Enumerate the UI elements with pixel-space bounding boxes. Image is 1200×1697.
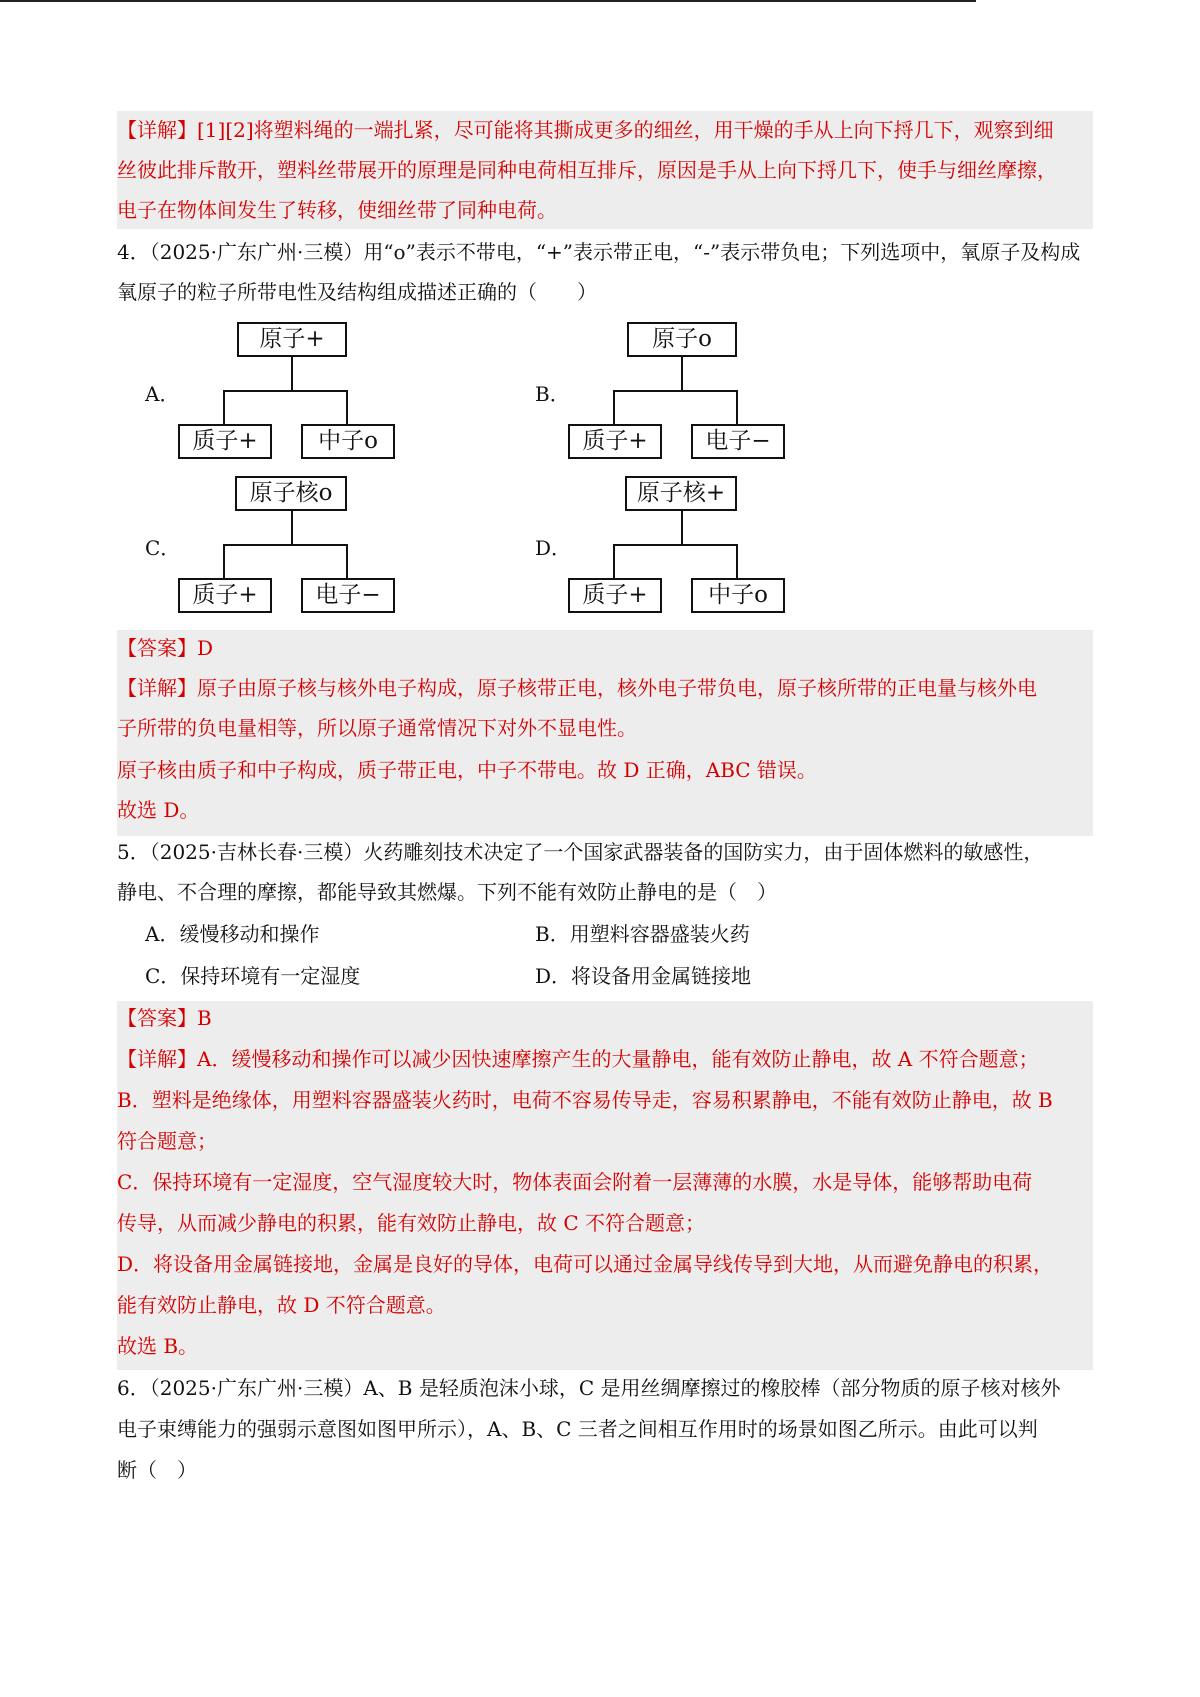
q4-option-d-right-box: 中子o [691, 578, 785, 613]
q4-option-d-right-leg [736, 544, 738, 578]
q4-option-c-right-leg [346, 544, 348, 578]
q4-option-c-left-leg [223, 544, 225, 578]
q4-option-c-right-box: 电子− [301, 578, 395, 613]
q4-option-a-bar [223, 390, 348, 392]
q3-detail-line-2: 丝彼此排斥散开，塑料丝带展开的原理是同种电荷相互排斥，原因是手从上向下捋几下，使手与细丝摩擦， [117, 158, 1057, 182]
q4-detail-line-2: 子所带的负电量相等，所以原子通常情况下对外不显电性。 [117, 716, 637, 740]
q4-option-c-label: C． [145, 536, 181, 560]
q4-stem-line-2: 氧原子的粒子所带电性及结构组成描述正确的（ ） [117, 280, 597, 304]
q5-stem-line-1: 5．（2025·吉林长春·三模）火药雕刻技术决定了一个国家武器装备的国防实力，由于固体燃料的敏感性， [117, 840, 1044, 864]
q4-option-b-label: B． [535, 382, 570, 406]
q5-option-a: A．缓慢移动和操作 [145, 922, 320, 946]
q4-option-d-stem [681, 511, 683, 545]
q4-option-b-right-leg [736, 390, 738, 424]
q4-option-a-stem [291, 357, 293, 391]
q4-option-c-top-box: 原子核o [235, 476, 347, 511]
q4-option-b-right-box: 电子− [691, 424, 785, 459]
q4-answer: 【答案】D [117, 636, 214, 660]
q4-option-a-left-leg [223, 390, 225, 424]
q5-option-b: B．用塑料容器盛装火药 [535, 922, 750, 946]
q4-option-d-label: D． [535, 536, 572, 560]
q4-option-d-left-leg [613, 544, 615, 578]
q4-option-d-left-box: 质子+ [568, 578, 662, 613]
q4-option-a-label: A． [145, 382, 180, 406]
q4-option-d-top-box: 原子核+ [625, 476, 737, 511]
q4-option-b-left-leg [613, 390, 615, 424]
q6-stem-line-1: 6．（2025·广东广州·三模）A、B 是轻质泡沫小球，C 是用丝绸摩擦过的橡胶棒（部分物质的原子核对核外 [117, 1376, 1061, 1400]
q5-detail-line-3: 符合题意； [117, 1129, 217, 1153]
q4-option-c-bar [223, 544, 348, 546]
q4-option-a-right-box: 中子o [301, 424, 395, 459]
q6-stem-line-3: 断（ ） [117, 1458, 197, 1482]
q4-option-b-bar [613, 390, 738, 392]
q4-detail-line-1: 【详解】原子由原子核与核外电子构成，原子核带正电，核外电子带负电，原子核所带的正电量与核外电 [117, 676, 1037, 700]
q5-answer: 【答案】B [117, 1006, 212, 1030]
q4-option-b-top-box: 原子o [627, 322, 737, 357]
q4-option-a-top-box: 原子+ [237, 322, 347, 357]
q5-option-d: D．将设备用金属链接地 [535, 964, 752, 988]
q5-stem-line-2: 静电、不合理的摩擦，都能导致其燃爆。下列不能有效防止静电的是（ ） [117, 880, 777, 904]
q5-detail-line-8: 故选 B。 [117, 1334, 199, 1358]
q4-option-d-bar [613, 544, 738, 546]
q3-detail-line-3: 电子在物体间发生了转移，使细丝带了同种电荷。 [117, 198, 557, 222]
q5-option-c: C．保持环境有一定湿度 [145, 964, 361, 988]
q5-detail-line-4: C．保持环境有一定湿度，空气湿度较大时，物体表面会附着一层薄薄的水膜，水是导体，能够帮助电荷 [117, 1170, 1033, 1194]
q4-detail-line-4: 故选 D。 [117, 798, 200, 822]
q4-option-b-stem [681, 357, 683, 391]
q4-detail-line-3: 原子核由质子和中子构成，质子带正电，中子不带电。故 D 正确，ABC 错误。 [117, 758, 817, 782]
q5-detail-line-6: D．将设备用金属链接地，金属是良好的导体，电荷可以通过金属导线传导到大地，从而避免静电的积累， [117, 1252, 1054, 1276]
q5-detail-line-5: 传导，从而减少静电的积累，能有效防止静电，故 C 不符合题意； [117, 1211, 706, 1235]
q4-option-c-stem [291, 511, 293, 545]
q4-stem-line-1: 4．（2025·广东广州·三模）用“o”表示不带电，“+”表示带正电，“-”表示带负电；下列选项中，氧原子及构成 [117, 240, 1081, 264]
q5-detail-line-1: 【详解】A．缓慢移动和操作可以减少因快速摩擦产生的大量静电，能有效防止静电，故 A 不符合题意； [117, 1047, 1039, 1071]
q4-option-c-left-box: 质子+ [178, 578, 272, 613]
q5-detail-line-2: B．塑料是绝缘体，用塑料容器盛装火药时，电荷不容易传导走，容易积累静电，不能有效防止静电，故 B [117, 1088, 1053, 1112]
q3-detail-line-1: 【详解】[1][2]将塑料绳的一端扎紧，尽可能将其撕成更多的细丝，用干燥的手从上向下捋几下，观察到细 [117, 118, 1054, 142]
q4-option-a-right-leg [346, 390, 348, 424]
q4-option-a-left-box: 质子+ [178, 424, 272, 459]
q5-detail-line-7: 能有效防止静电，故 D 不符合题意。 [117, 1293, 446, 1317]
top-rule [0, 0, 976, 2]
q6-stem-line-2: 电子束缚能力的强弱示意图如图甲所示），A、B、C 三者之间相互作用时的场景如图乙所示。由此可以判 [117, 1417, 1038, 1441]
q4-option-b-left-box: 质子+ [568, 424, 662, 459]
